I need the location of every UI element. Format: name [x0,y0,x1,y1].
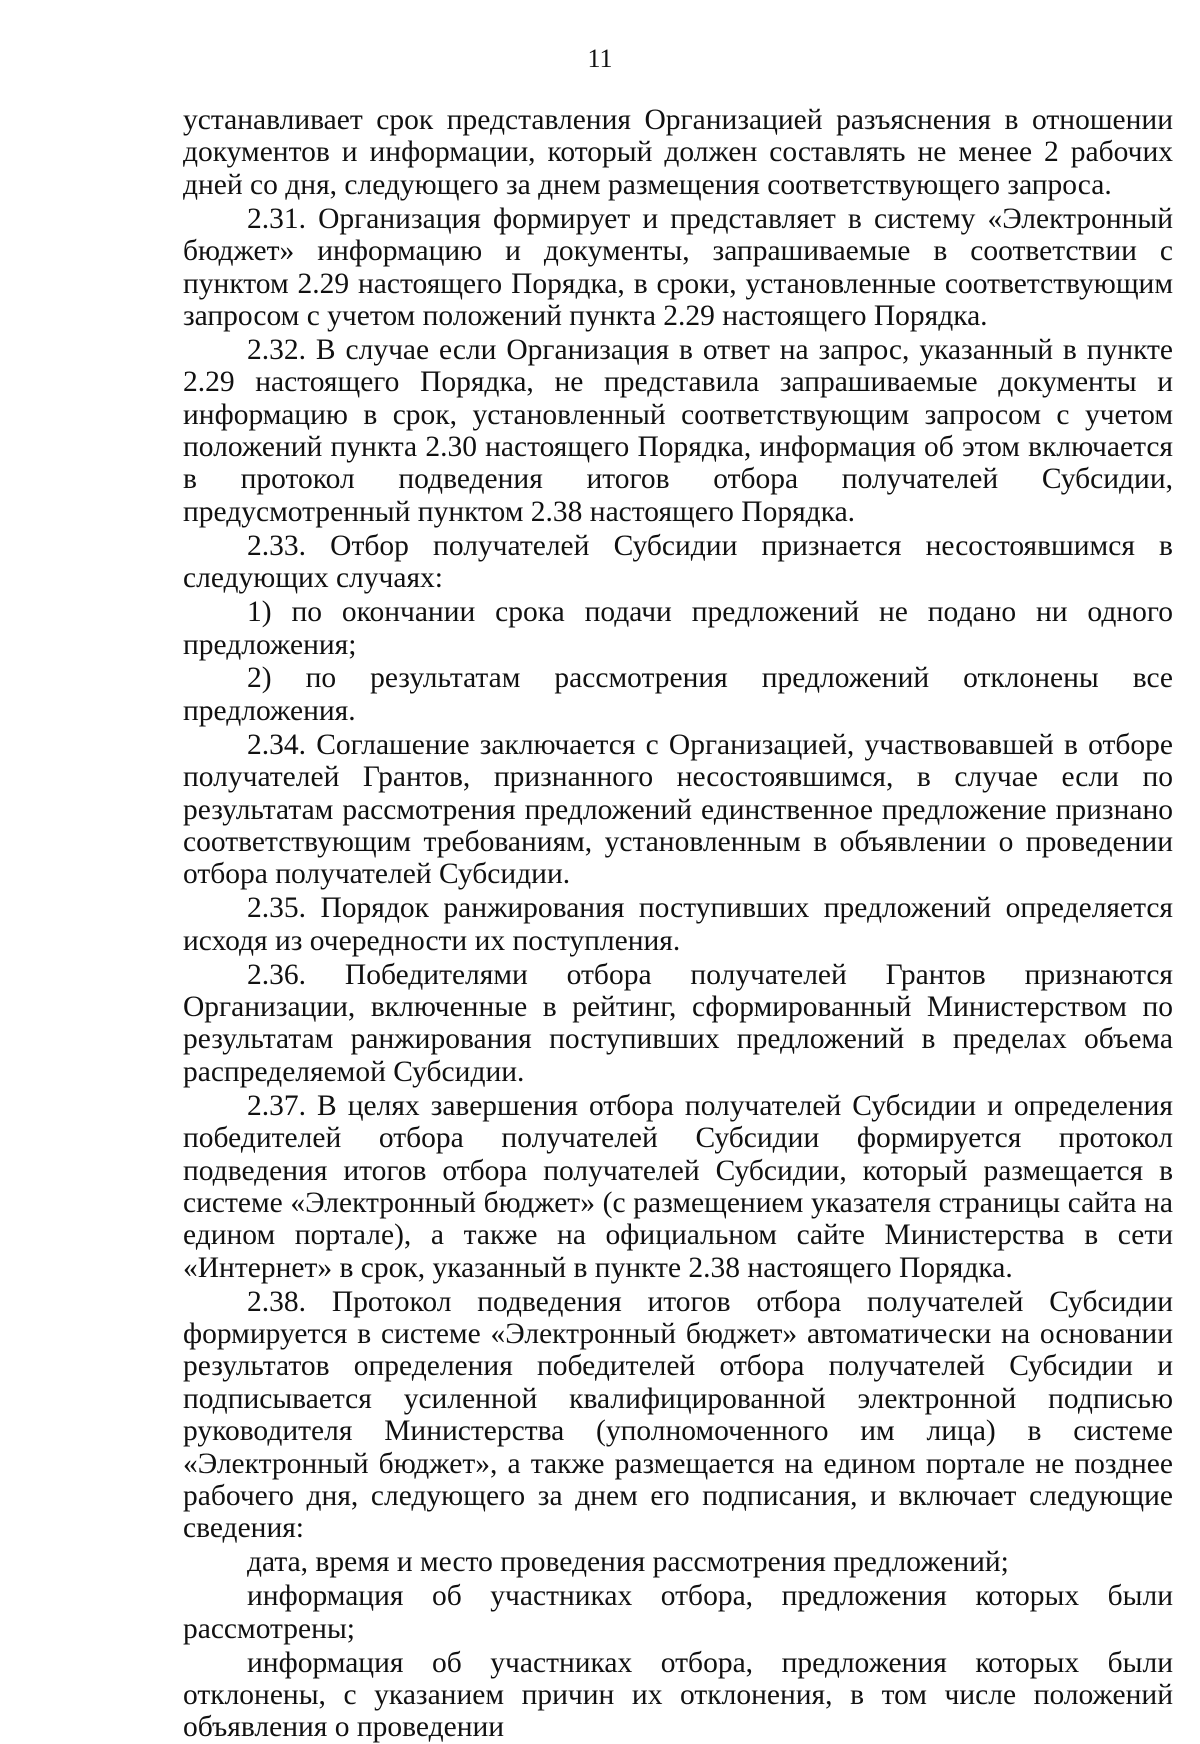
list-item-2 [183,662,1173,727]
list-item-considered-participants [183,1580,1173,1645]
clause-number: 2.36. [247,958,306,991]
list-item-number: 2) [247,662,272,695]
paragraph-text: Порядок ранжирования поступивших предложений определяется исходя из очередности их поступления. [183,892,1173,957]
paragraph-2-32 [183,334,1173,528]
clause-number: 2.37. [247,1089,306,1122]
paragraph-2-37 [183,1090,1173,1284]
list-item-date-time-place [183,1546,1173,1578]
list-item-text: по окончании срока подачи предложений не подано ни одного предложения; [183,596,1173,661]
paragraph-text: В целях завершения отбора получателей Субсидии и определения победителей отбора получателей Субсидии формируется протокол подведения итогов отбора получателей Субсидии, который размещается в системе «Электронный бюджет» (с размещением указателя страницы сайта на едином портале), а также на официальном сайте Министерства в сети «Интернет» в срок, указанный в пункте 2.38 настоящего Порядка. [183,1089,1173,1284]
paragraph-2-31 [183,203,1173,333]
paragraph-2-35 [183,892,1173,957]
paragraph-text: В случае если Организация в ответ на запрос, указанный в пункте 2.29 настоящего Порядка, не представила запрашиваемые документы и информацию в срок, установленный соответствующим запросом с учетом положений пункта 2.30 настоящего Порядка, информация об этом включается в протокол подведения итогов отбора получателей Субсидии, предусмотренный пунктом 2.38 настоящего Порядка. [183,333,1173,528]
list-item-text: по результатам рассмотрения предложений отклонены все предложения. [183,662,1173,727]
clause-number: 2.35. [247,892,306,925]
list-item-1 [183,596,1173,661]
paragraph-text: Победителями отбора получателей Грантов признаются Организации, включенные в рейтинг, сформированный Министерством по результатам ранжирования поступивших предложений в пределах объема распределяемой Субсидии. [183,958,1173,1088]
clause-number: 2.31. [247,202,306,235]
clause-number: 2.33. [247,529,306,562]
list-item-rejected-participants [183,1647,1173,1744]
paragraph-text: Отбор получателей Субсидии признается несостоявшимся в следующих случаях: [183,529,1173,595]
paragraph-2-33 [183,530,1173,595]
paragraph-text: устанавливает срок представления Организацией разъяснения в отношении документов и информации, который должен составлять не менее 2 рабочих дней со дня, следующего за днем размещения соответствующего запроса. [183,104,1173,201]
clause-number: 2.32. [247,333,306,366]
list-item-text: информация об участниках отбора, предложения которых были отклонены, с указанием причин их отклонения, в том числе положений объявления о проведении [183,1646,1173,1744]
paragraph-continuation [183,104,1173,201]
paragraph-text: Организация формирует и представляет в систему «Электронный бюджет» информацию и документы, запрашиваемые в соответствии с пунктом 2.29 настоящего Порядка, в сроки, установленные соответствующим запросом с учетом положений пункта 2.29 настоящего Порядка. [183,202,1174,332]
clause-number: 2.38. [247,1285,306,1318]
paragraph-2-34 [183,729,1173,891]
list-item-text: информация об участниках отбора, предложения которых были рассмотрены; [183,1580,1173,1645]
page-number: 11 [587,44,613,73]
list-item-number: 1) [247,596,272,629]
paragraph-text: Протокол подведения итогов отбора получателей Субсидии формируется в системе «Электронный бюджет» автоматически на основании результатов определения победителей отбора получателей Субсидии и подписывается усиленной квалифицированной электронной подписью руководителя Министерства (уполномоченного им лица) в системе «Электронный бюджет», а также размещается на едином портале не позднее рабочего дня, следующего за днем его подписания, и включает следующие сведения: [183,1285,1174,1545]
paragraph-text: Соглашение заключается с Организацией, участвовавшей в отборе получателей Грантов, признанного несостоявшимся, в случае если по результатам рассмотрения предложений единственное предложение признано соответствующим требованиям, установленным в объявлении о проведении отбора получателей Субсидии. [183,728,1174,891]
list-item-text: дата, время и место проведения рассмотрения предложений; [247,1546,1009,1579]
paragraph-2-36 [183,959,1173,1089]
paragraph-2-38 [183,1286,1173,1545]
document-body [183,104,1173,1744]
clause-number: 2.34. [247,728,306,761]
